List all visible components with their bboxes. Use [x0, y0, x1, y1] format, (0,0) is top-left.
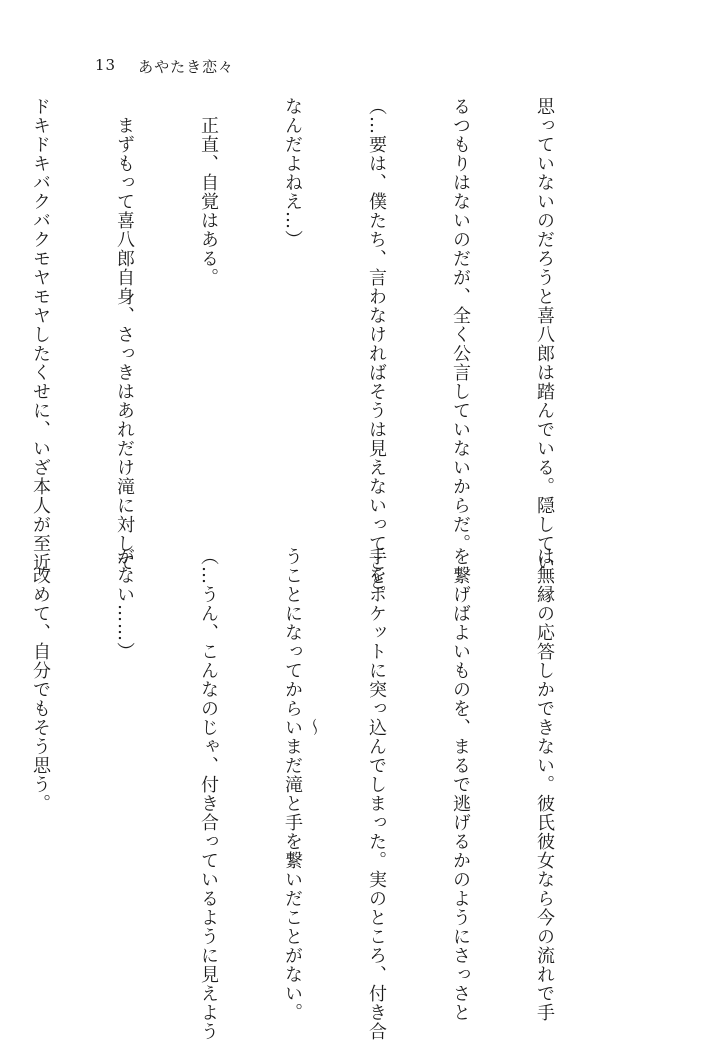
- running-title: あやたき恋々: [138, 58, 235, 76]
- running-header: [95, 56, 234, 77]
- text-column: （…うん、こんなのじゃ、付き合っているように見えよう: [198, 547, 219, 1041]
- text-column: るつもりはないのだが、全く公言していないからだ。: [450, 97, 471, 553]
- text-column: がない……）: [114, 547, 135, 661]
- text-column: 手をポケットに突っ込んでしまった。実のところ、付き合: [366, 547, 387, 1041]
- text-column: うことになってからいまだ滝と手を繋いだことがない。: [282, 547, 303, 1022]
- text-column: は無縁の応答しかできない。彼氏彼女なら今の流れで手: [534, 547, 555, 1022]
- lower-text-block: [30, 547, 614, 1041]
- text-column: まずもって喜八郎自身、さっきはあれだけ滝に対して: [114, 97, 135, 572]
- text-column: 改めて、自分でもそう思う。: [30, 547, 51, 813]
- text-column: （…要は、僕たち、言わなければそうは見えないってこと: [366, 97, 387, 591]
- text-column: を繋げばよいものを、まるで逃げるかのようにさっさと: [450, 547, 471, 1022]
- section-break-mark: ～: [303, 718, 324, 736]
- text-column: なんだよねえ…）: [282, 97, 303, 249]
- text-column: 正直、自覚はある。: [198, 97, 219, 287]
- page-number: 13: [95, 56, 117, 74]
- text-column: ドキドキバクバクモヤモヤしたくせに、いざ本人が至近: [30, 97, 51, 572]
- upper-text-block: [30, 97, 614, 591]
- text-column: 思っていないのだろうと喜八郎は踏んでいる。隠してい: [534, 97, 555, 572]
